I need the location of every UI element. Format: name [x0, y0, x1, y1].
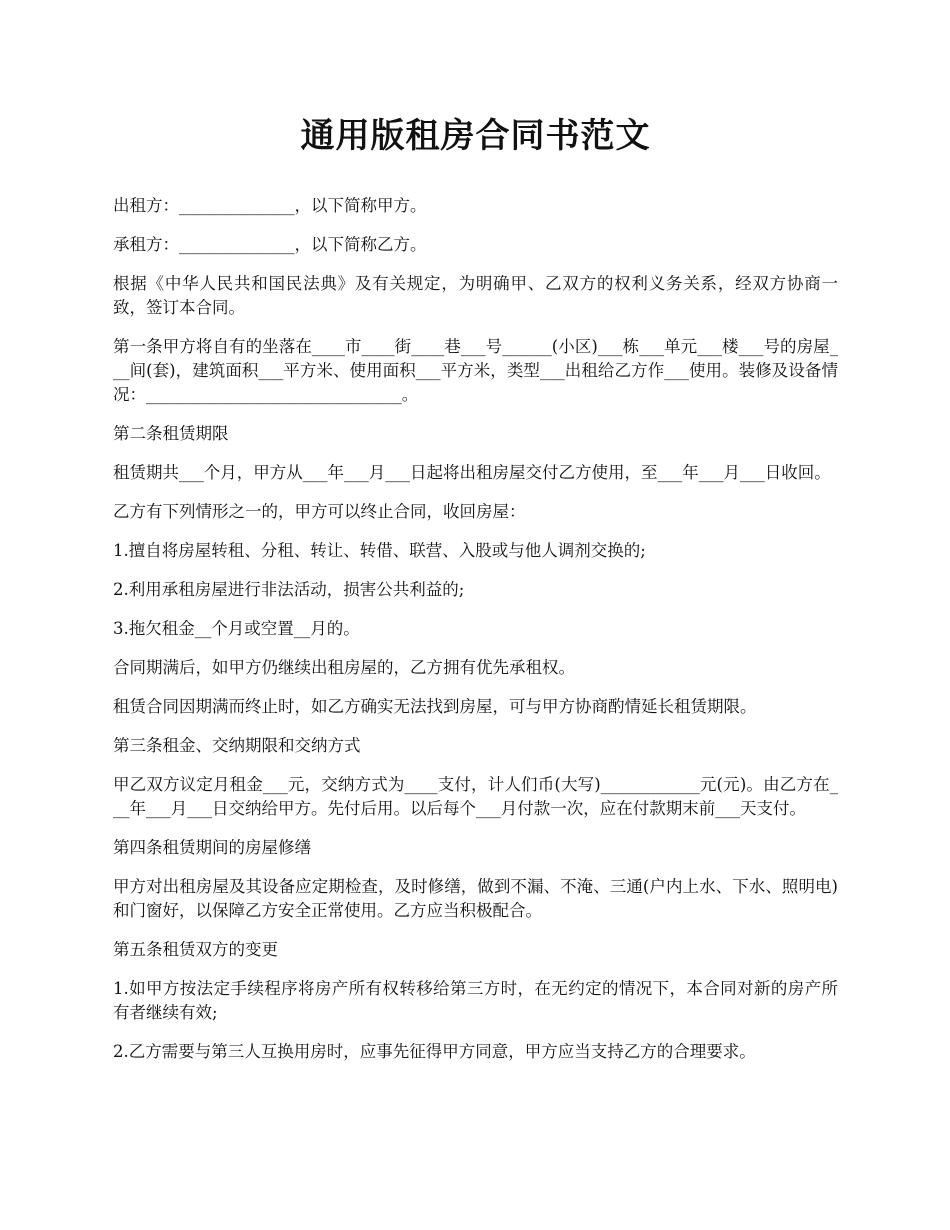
heading-article-5: 第五条租赁双方的变更 — [113, 940, 278, 959]
paragraph-lease-term: 租赁期共___个月，甲方从___年___月___日起将出租房屋交付乙方使用，至___年___月___日收回。 — [113, 463, 831, 482]
paragraph-article-1: 第一条甲方将自有的坐落在____市____街____巷___号______(小区)___栋___单元___楼___号的房屋___间(套)，建筑面积___平方米、使用面积___平方米，类型___出租给乙方作___使用。装修及设备情况：_______________________________。 — [113, 337, 838, 404]
document-title: 通用版租房合同书范文 — [300, 116, 651, 156]
paragraph-rent-payment: 甲乙双方议定月租金___元，交纳方式为____支付，计人们币(大写)____________元(元)。由乙方在___年___月___日交纳给甲方。先付后用。以后每个___月付款一次，应在付款期末前___天支付。 — [113, 775, 838, 818]
paragraph-termination-conditions: 乙方有下列情形之一的，甲方可以终止合同，收回房屋： — [113, 502, 526, 521]
paragraph-extension: 租赁合同因期满而终止时，如乙方确实无法找到房屋，可与甲方协商酌情延长租赁期限。 — [113, 697, 757, 716]
heading-article-2: 第二条租赁期限 — [113, 424, 229, 443]
paragraph-lessor: 出租方：______________，以下简称甲方。 — [113, 196, 427, 215]
paragraph-repairs: 甲方对出租房屋及其设备应定期检查，及时修缮，做到不漏、不淹、三通(户内上水、下水、照明电)和门窗好，以保障乙方安全正常使用。乙方应当积极配合。 — [113, 877, 838, 920]
paragraph-preamble: 根据《中华人民共和国民法典》及有关规定，为明确甲、乙双方的权利义务关系，经双方协商一致，签订本合同。 — [113, 274, 838, 317]
list-item-1: 1.擅自将房屋转租、分租、转让、转借、联营、入股或与他人调剂交换的; — [113, 541, 646, 560]
paragraph-priority-right: 合同期满后，如甲方仍继续出租房屋的，乙方拥有优先承租权。 — [113, 658, 575, 677]
heading-article-4: 第四条租赁期间的房屋修缮 — [113, 838, 311, 857]
list-item-housing-exchange: 2.乙方需要与第三人互换用房时，应事先征得甲方同意，甲方应当支持乙方的合理要求。 — [113, 1042, 756, 1061]
paragraph-lessee: 承租方：______________，以下简称乙方。 — [113, 235, 427, 254]
list-item-3: 3.拖欠租金__个月或空置__月的。 — [113, 619, 360, 638]
list-item-ownership-transfer: 1.如甲方按法定手续程序将房产所有权转移给第三方时，在无约定的情况下，本合同对新的房产所有者继续有效; — [113, 979, 838, 1022]
list-item-2: 2.利用承租房屋进行非法活动，损害公共利益的; — [113, 580, 465, 599]
heading-article-3: 第三条租金、交纳期限和交纳方式 — [113, 736, 361, 755]
